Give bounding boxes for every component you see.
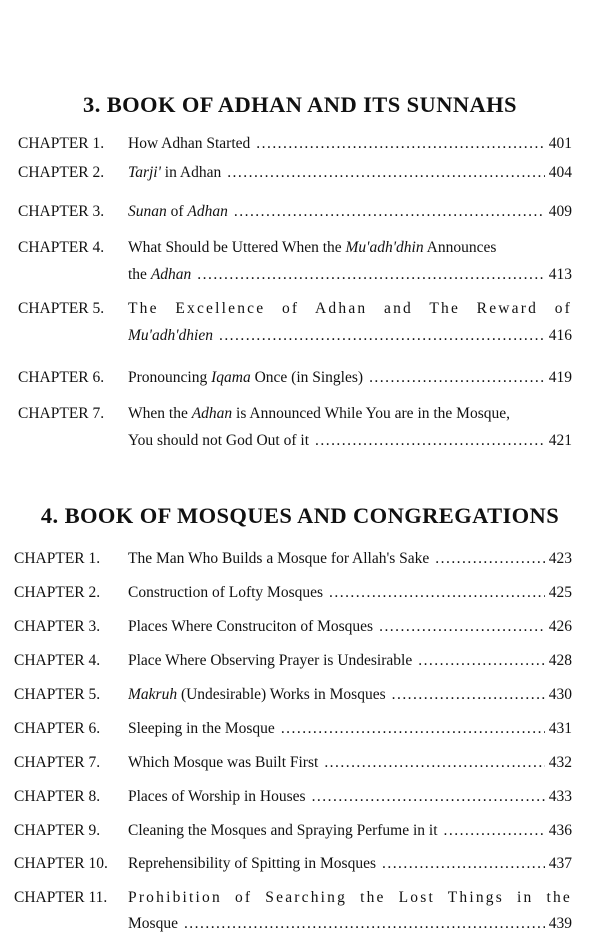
- title-text: (Undesirable) Works in Mosques: [177, 686, 386, 703]
- dot-leader: [324, 751, 544, 775]
- italic-term: Adhan: [187, 203, 228, 220]
- chapter-label: CHAPTER 4.: [18, 239, 105, 256]
- chapter-label: CHAPTER 9.: [14, 822, 101, 839]
- section-title: 4. BOOK OF MOSQUES AND CONGREGATIONS: [40, 503, 560, 528]
- title-text: Once (in Singles): [250, 369, 364, 386]
- chapter-title-line: [128, 852, 572, 876]
- chapter-title-line: [128, 785, 572, 809]
- title-text: in Adhan: [160, 164, 222, 181]
- chapter-title: [128, 819, 438, 843]
- dot-leader: [435, 547, 544, 571]
- title-text: Announces: [423, 239, 497, 256]
- page-number: 409: [548, 203, 572, 220]
- chapter-title: [128, 429, 309, 453]
- italic-term: Tarji': [128, 164, 161, 181]
- chapter-title: [128, 852, 376, 876]
- chapter-title: [128, 615, 373, 639]
- page-number: 423: [548, 550, 572, 567]
- chapter-label: CHAPTER 2.: [18, 164, 105, 181]
- chapter-title-line: [128, 324, 572, 348]
- title-text: Cleaning the Mosques and Spraying Perfume in it: [128, 822, 438, 839]
- chapter-title-line: [128, 429, 572, 453]
- chapter-title: [128, 297, 572, 321]
- page-number: 436: [548, 822, 572, 839]
- page-number: 413: [548, 266, 572, 283]
- page-number: 416: [548, 327, 572, 344]
- chapter-title: [128, 161, 221, 185]
- chapter-label: CHAPTER 6.: [14, 720, 101, 737]
- title-text: of: [166, 203, 188, 220]
- chapter-title-line: [128, 886, 572, 910]
- dot-leader: [234, 200, 545, 224]
- chapter-title-line: [128, 581, 572, 605]
- dot-leader: [382, 852, 545, 876]
- title-text: Pronouncing: [128, 369, 212, 386]
- title-text: Reprehensibility of Spitting in Mosques: [128, 855, 376, 872]
- chapter-title-line: [128, 547, 572, 571]
- title-text: You should not God Out of it: [128, 432, 310, 449]
- chapter-label: CHAPTER 3.: [14, 618, 101, 635]
- chapter-title: [128, 132, 250, 156]
- chapter-title-line: [128, 402, 572, 426]
- italic-term: Makruh: [128, 686, 178, 703]
- dot-leader: [329, 581, 545, 605]
- chapter-title-line: [128, 912, 572, 936]
- chapter-title-line: [128, 819, 572, 843]
- page-number: 430: [548, 686, 572, 703]
- chapter-title: [128, 912, 178, 936]
- chapter-label: CHAPTER 6.: [18, 369, 105, 386]
- chapter-title: [128, 751, 318, 775]
- chapter-label: CHAPTER 3.: [18, 203, 105, 220]
- page-number: 437: [548, 855, 572, 872]
- dot-leader: [369, 366, 545, 390]
- dot-leader: [392, 683, 545, 707]
- chapter-label: CHAPTER 1.: [14, 550, 101, 567]
- title-text: Sleeping in the Mosque: [128, 720, 275, 737]
- chapter-title: [128, 236, 496, 260]
- italic-term: Adhan: [150, 266, 192, 283]
- title-text: How Adhan Started: [128, 135, 251, 152]
- chapter-title-line: [128, 132, 572, 156]
- title-text: is Announced While You are in the Mosque,: [232, 405, 510, 422]
- chapter-title-line: [128, 236, 572, 260]
- chapter-title: [128, 547, 429, 571]
- chapter-title: [128, 200, 228, 224]
- chapter-title-line: [128, 717, 572, 741]
- title-text: Construction of Lofty Mosques: [128, 584, 324, 601]
- chapter-title: [128, 683, 386, 707]
- title-text: Prohibition of Searching the Lost Things in the: [128, 889, 572, 906]
- chapter-label: CHAPTER 10.: [14, 855, 108, 872]
- italic-term: Mu'adh'dhien: [128, 327, 213, 344]
- chapter-title: [128, 581, 323, 605]
- dot-leader: [197, 263, 544, 287]
- title-text: the: [128, 266, 151, 283]
- dot-leader: [227, 161, 545, 185]
- dot-leader: [444, 819, 545, 843]
- chapter-label: CHAPTER 11.: [14, 889, 108, 906]
- page-number: 431: [548, 720, 572, 737]
- chapter-title-line: [128, 649, 572, 673]
- page-number: 426: [548, 618, 572, 635]
- chapter-title-line: [128, 751, 572, 775]
- page-number: 439: [548, 915, 572, 932]
- chapter-title-line: [128, 263, 572, 287]
- page-number: 432: [548, 754, 572, 771]
- dot-leader: [315, 429, 545, 453]
- dot-leader: [418, 649, 545, 673]
- page-number: 404: [548, 164, 572, 181]
- chapter-label: CHAPTER 7.: [18, 405, 105, 422]
- chapter-title-line: [128, 683, 572, 707]
- chapter-title-line: [128, 200, 572, 224]
- chapter-title-line: [128, 366, 572, 390]
- italic-term: Mu'adh'dhin: [345, 239, 424, 256]
- chapter-label: CHAPTER 7.: [14, 754, 101, 771]
- chapter-label: CHAPTER 5.: [14, 686, 101, 703]
- chapter-title: [128, 717, 275, 741]
- chapter-title: [128, 402, 510, 426]
- dot-leader: [379, 615, 545, 639]
- page-number: 401: [548, 135, 572, 152]
- chapter-title: [128, 263, 191, 287]
- page-number: 425: [548, 584, 572, 601]
- chapter-title: [128, 649, 412, 673]
- dot-leader: [312, 785, 545, 809]
- title-text: What Should be Uttered When the: [128, 239, 346, 256]
- italic-term: Iqama: [211, 369, 251, 386]
- title-text: The Excellence of Adhan and The Reward of: [128, 300, 572, 317]
- chapter-label: CHAPTER 1.: [18, 135, 105, 152]
- chapter-title-line: [128, 615, 572, 639]
- page-number: 421: [548, 432, 572, 449]
- dot-leader: [256, 132, 544, 156]
- section-title: 3. BOOK OF ADHAN AND ITS SUNNAHS: [83, 92, 517, 117]
- chapter-title-line: [128, 161, 572, 185]
- title-text: Places of Worship in Houses: [128, 788, 306, 805]
- page-number: 419: [548, 369, 572, 386]
- chapter-label: CHAPTER 8.: [14, 788, 101, 805]
- dot-leader: [219, 324, 545, 348]
- chapter-title: [128, 886, 572, 910]
- chapter-title-line: [128, 297, 572, 321]
- title-text: Place Where Observing Prayer is Undesirable: [128, 652, 413, 669]
- chapter-label: CHAPTER 4.: [14, 652, 101, 669]
- chapter-title: [128, 324, 213, 348]
- italic-term: Adhan: [191, 405, 233, 422]
- chapter-title: [128, 366, 363, 390]
- page-number: 433: [548, 788, 572, 805]
- title-text: Which Mosque was Built First: [128, 754, 319, 771]
- title-text: When the: [128, 405, 192, 422]
- chapter-label: CHAPTER 5.: [18, 300, 105, 317]
- chapter-title: [128, 785, 306, 809]
- dot-leader: [184, 912, 545, 936]
- dot-leader: [281, 717, 545, 741]
- page-number: 428: [548, 652, 572, 669]
- italic-term: Sunan: [128, 203, 167, 220]
- title-text: Mosque: [128, 915, 178, 932]
- title-text: The Man Who Builds a Mosque for Allah's Sake: [128, 550, 430, 567]
- chapter-label: CHAPTER 2.: [14, 584, 101, 601]
- title-text: Places Where Construciton of Mosques: [128, 618, 374, 635]
